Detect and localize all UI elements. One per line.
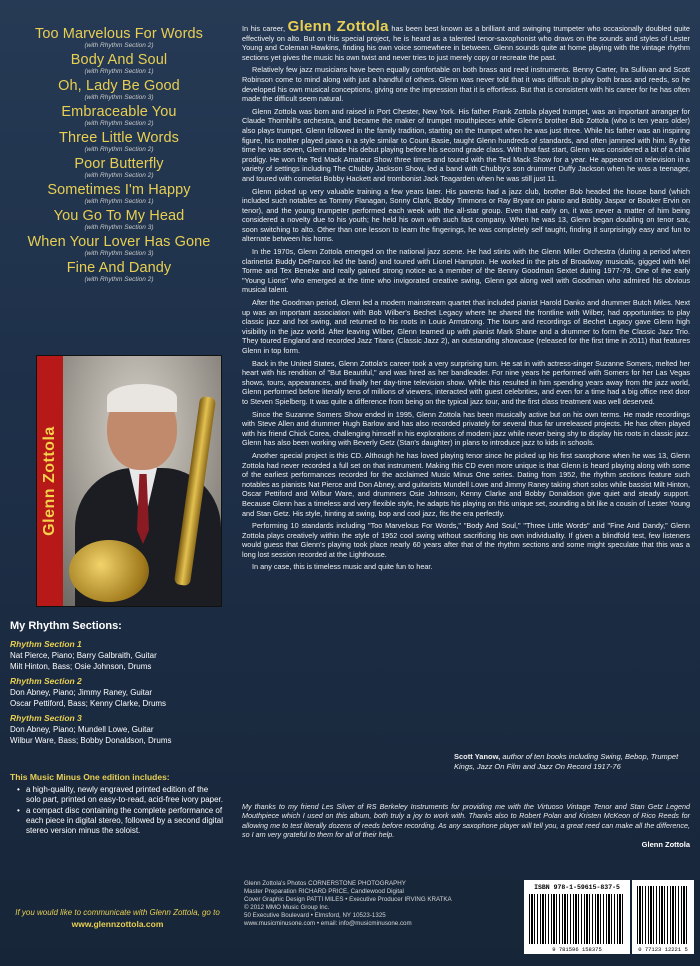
- upc-number: 0 77123 12221 5: [638, 946, 688, 953]
- rhythm-section-title: Rhythm Section 1: [10, 639, 82, 649]
- track-note: (with Rhythm Section 2): [84, 146, 154, 153]
- credit-line: 50 Executive Boulevard • Elmsford, NY 10523-1325: [244, 912, 386, 920]
- track-note: (with Rhythm Section 2): [84, 42, 154, 49]
- track-item: [14, 260, 224, 284]
- track-title: When Your Lover Has Gone: [27, 234, 211, 250]
- track-title: Oh, Lady Be Good: [58, 78, 180, 94]
- credit-line: Master Preparation RICHARD PRICE, Candlewood Digital: [244, 888, 404, 896]
- barcode-icon: [529, 894, 625, 944]
- mmo-list: [10, 785, 225, 836]
- thanks-note: My thanks to my friend Les Silver of RS Berkeley Instruments for providing me with the Virtuoso Vintage Tenor and Stan Getz Legend Mouthpiece which I used on this album, both truly a joy to work with. Thanks also to Robert Polan and Kristen McKeon of Rico Reeds for allowing me to test literally dozens of reeds before recording. As any saxophone player will tell you, a great reed can make all the difference, so I am very grateful to them for all of their help.: [242, 802, 690, 840]
- mmo-item: • a compact disc containing the complete performance of each piece in digital stereo, followed by a second digital stereo version minus the soloist.: [26, 806, 225, 836]
- right-column: [232, 0, 700, 966]
- track-list: [14, 26, 224, 286]
- contact-info: [10, 908, 225, 929]
- track-note: (with Rhythm Section 3): [84, 224, 154, 231]
- rhythm-section-title: Rhythm Section 2: [10, 676, 82, 686]
- credit-line: www.musicminusone.com • email: info@musicminusone.com: [244, 920, 412, 928]
- article-paragraph: Back in the United States, Glenn Zottola's career took a very surprising turn. He sat in with actress-singer Suzanne Somers, melted her heart with his rendition of "But Beautiful," and was hired as her bandleader. For nine years he performed with Somers for her Las Vegas shows, tours, appearances, and finally her day-time television show. While this resulted in him spending years away from the jazz world, Glenn performed before literally tens of millions of viewers, interacted with guest celebrities, and even for a time had a big office next door to Steven Spielberg. It was quite a difference from being on the typical jazz tour, and the first class treatment was well deserved.: [242, 358, 690, 406]
- track-title: Sometimes I'm Happy: [47, 182, 191, 198]
- track-title: Three Little Words: [59, 130, 179, 146]
- rhythm-section-line: Don Abney, Piano; Jimmy Raney, Guitar: [10, 688, 152, 697]
- credit-line: Cover Graphic Design PATTI MILES • Executive Producer IRVING KRATKA: [244, 896, 452, 904]
- photo-artist-name: Glenn Zottola: [41, 426, 58, 536]
- article-paragraph: Glenn Zottola was born and raised in Port Chester, New York. His father Frank Zottola played trumpet, was an important arranger for Claude Thornhill's orchestra, and became the maker of trumpet mouthpieces while Glenn's brother Bob Zottola (who is ten years older) also plays trumpet. Glenn followed in the family tradition, starting on the trumpet when he was just three. While his father was an inspiring figure, his mother played piano in a style similar to Count Basie, taught Glenn hundreds of standards, and often jammed with him. By the time he was seven, Glenn made his debut playing before his second grade class. With that fast start, Glenn was considered a bit of a child prodigy. He won the Ted Mack Amateur Show three times and toured with the Ted Mack Show for a year. He appeared on television in a variety of settings including The Chubby Jackson Show, led a band with Chubby's son drummer Duffy Jackson when he was a teenager, and toured with cornetist Bobby Hackett and trombonist Jack Teagarden when he was still just 11.: [242, 106, 690, 183]
- track-note: (with Rhythm Section 2): [84, 120, 154, 127]
- rhythm-section-line: Wilbur Ware, Bass; Bobby Donaldson, Drums: [10, 736, 172, 745]
- article-intro-rest: has been best known as a brilliant and swinging trumpeter who occasionally doubled quite effectively on alto. But on this special project, he is heard as a talented tenor-saxophonist who draws on the sounds and styles of Lester Young and Coleman Hawkins, finding his own voice somewhere in between. Glenn sounds quite at home playing with the vintage rhythm sections yet gives the music his own twist and never tries to just merely copy or recreate the past.: [242, 24, 690, 62]
- rhythm-section-line: Oscar Pettiford, Bass; Kenny Clarke, Drums: [10, 699, 167, 708]
- mmo-item: • a high-quality, newly engraved printed edition of the solo part, printed on easy-to-read, acid-free ivory paper.: [26, 785, 225, 805]
- artist-photo: [36, 355, 222, 607]
- track-item: [14, 130, 224, 154]
- track-note: (with Rhythm Section 1): [84, 68, 154, 75]
- contact-line: If you would like to communicate with Glenn Zottola, go to: [15, 908, 220, 917]
- article-paragraph: In the 1970s, Glenn Zottola emerged on the national jazz scene. He had stints with the Glenn Miller Orchestra (during a period when clarinetist Buddy DeFranco led the band) and toured with Lionel Hampton. He worked in the pits of Broadway musicals, gigged with Mel Torme and Tex Beneke and really gained strong notice as a member of the Benny Goodman Sextet during 1977-79. One of the early "Young Lions" who emerged at the time who invigorated creative swing, Glenn got along well with Goodman who admired his obvious musical talent.: [242, 247, 690, 295]
- article-paragraph: In any case, this is timeless music and quite fun to hear.: [252, 562, 433, 572]
- signature-desc: author of ten books including Swing, Bebop, Trumpet Kings, Jazz On Film and Jazz On Record 1917-76: [454, 752, 679, 771]
- track-note: (with Rhythm Section 3): [84, 250, 154, 257]
- track-title: You Go To My Head: [53, 208, 185, 224]
- article-paragraph: After the Goodman period, Glenn led a modern mainstream quartet that included pianist Harold Danko and drummer Butch Miles. Next up was an important association with Bob Wilber's Bechet Legacy where he shared the frontline with Wilber, had opportunities to play classic jazz and hot swing, and returned to his roots in Louis Armstrong. The tours and recordings of Bechet Legacy gave Glenn high visibility in the jazz world. After leaving Wilber, Glenn teamed up with pianist Mark Shane and a drummer to form the Classic Jazz Trio. They toured England and recorded Jazz Titans (Classic Jazz 2), an outstanding showcase (released for the first time in 2011) that features Glenn in top form.: [242, 298, 690, 355]
- rhythm-section-line: Milt Hinton, Bass; Osie Johnson, Drums: [10, 662, 152, 671]
- track-note: (with Rhythm Section 3): [84, 94, 154, 101]
- rhythm-section-title: Rhythm Section 3: [10, 713, 82, 723]
- barcode-icon: [637, 886, 689, 944]
- track-item: [14, 234, 224, 258]
- isbn-label: ISBN 978-1-59615-837-5: [534, 884, 620, 891]
- rhythm-heading: My Rhythm Sections:: [10, 620, 122, 632]
- rhythm-section-line: Don Abney, Piano; Mundell Lowe, Guitar: [10, 725, 154, 734]
- track-title: Embraceable You: [61, 104, 177, 120]
- credit-line: Glenn Zottola's Photos CORNERSTONE PHOTOGRAPHY: [244, 880, 406, 887]
- rhythm-sections: [10, 620, 225, 746]
- track-item: [14, 104, 224, 128]
- mmo-heading: This Music Minus One edition includes:: [10, 772, 170, 782]
- track-item: [14, 52, 224, 76]
- credit-line: © 2012 MMO Music Group Inc.: [244, 904, 330, 912]
- signature-name: Scott Yanow,: [454, 752, 501, 761]
- track-title: Body And Soul: [70, 52, 168, 68]
- track-item: [14, 182, 224, 206]
- track-item: [14, 26, 224, 50]
- track-note: (with Rhythm Section 1): [84, 198, 154, 205]
- article-paragraph: Relatively few jazz musicians have been equally comfortable on both brass and reed instruments. Benny Carter, Ira Sullivan and Scott Robinson come to mind along with just a handful of others. Glenn was never told that it was difficult to play both brass and reeds, so he developed his own musical conceptions, giving one the impression that it is effortless. But that is consistent with his career for he has often made the difficult seem natural.: [242, 65, 690, 104]
- article-paragraph: [242, 18, 690, 62]
- article-paragraph: Glenn picked up very valuable training a few years later. His parents had a jazz club, brother Bob headed the house band (which included such notables as Tommy Flanagan, Sonny Clark, Bobby Timmons or Ray Bryant on piano and Bobby Jaspar or Booker Ervin on tenor), and the young trumpeter performed each week with the all-star group. Even that early on, it was never a matter of him being considered a novelty due to his youth; he held his own with such fast company. When he was 13, Glenn began doubling on tenor sax, soon switching to alto. Other than one lesson to learn the fingerings, he was completely self taught, finding it surprisingly easy and fun to alternate between his horns.: [242, 186, 690, 244]
- article-paragraph: Another special project is this CD. Although he has loved playing tenor since he picked up his first saxophone when he was 13, Glenn Zottola had never recorded a full set on that instrument. Making this CD even more unique is that Glenn is heard playing along with some of the earliest performances recorded for the acclaimed Music Minus One series. Dating from 1952, the rhythm sections feature such notables as pianists Nat Pierce and Don Abney, and guitarists Mundell Lowe and Jimmy Raney taking short solos while bassist Milt Hinton, Oscar Pettiford and Wilbur Ware, and drummers Osie Johnson, Kenny Clarke and Bobby Donaldson give quiet and steady support. Because Glenn has a timeless and very flexible style, he adapts his playing on this unique set, sounding a bit like a cousin of Lester Young and Stan Getz. His style, hinting at swing, bop and cool jazz, fits the era perfectly.: [242, 450, 690, 518]
- article-body: [242, 65, 690, 572]
- article-paragraph: Since the Suzanne Somers Show ended in 1995, Glenn Zottola has been musically active but on his own terms. He made recordings with Steve Allen and drummer Hugh Barlow and has also recorded privately for several thus far unreleased projects. He has often played with his friend Chick Corea, challenging himself in his explorations of modern jazz while never being shy to display his roots in classic jazz. Glenn has also been working with Beverly Getz (Stan's daughter) in plans to introduce jazz to kids in schools.: [242, 409, 690, 448]
- track-item: [14, 208, 224, 232]
- barcode-number: 9 781596 158375: [552, 946, 602, 953]
- track-item: [14, 78, 224, 102]
- article-paragraph: Performing 10 standards including "Too Marvelous For Words," "Body And Soul," "Three Little Words" and "Fine And Dandy," Glenn Zottola plays creatively within the style of 1952 cool swing without sacrificing his own individuality. If given a blindfold test, few listeners would guess that Glenn's playing took place nearly 60 years after that of the rhythm sections and some might speculate that this was a long lost session recorded at the Lighthouse.: [242, 521, 690, 559]
- track-title: Fine And Dandy: [66, 260, 172, 276]
- article-signature: [454, 752, 694, 772]
- track-title: Poor Butterfly: [74, 156, 164, 172]
- rhythm-list: [10, 639, 225, 746]
- track-item: [14, 156, 224, 180]
- artist-name: Glenn Zottola: [287, 18, 389, 35]
- rhythm-section-line: Nat Pierce, Piano; Barry Galbraith, Guitar: [10, 651, 157, 660]
- isbn-barcode: [524, 880, 630, 954]
- track-title: Too Marvelous For Words: [34, 26, 204, 42]
- saxophone-bell-icon: [69, 540, 149, 602]
- left-column: [0, 0, 232, 966]
- track-note: (with Rhythm Section 2): [84, 172, 154, 179]
- upc-barcode: [632, 880, 694, 954]
- mmo-edition-box: [10, 772, 225, 837]
- thanks-signature: Glenn Zottola: [641, 840, 690, 849]
- article-intro: In his career,: [242, 24, 285, 33]
- contact-url[interactable]: www.glennzottola.com: [71, 919, 164, 929]
- liner-notes: [242, 18, 690, 575]
- production-credits: [244, 880, 484, 929]
- track-note: (with Rhythm Section 2): [84, 276, 154, 283]
- photo-hair: [107, 384, 177, 412]
